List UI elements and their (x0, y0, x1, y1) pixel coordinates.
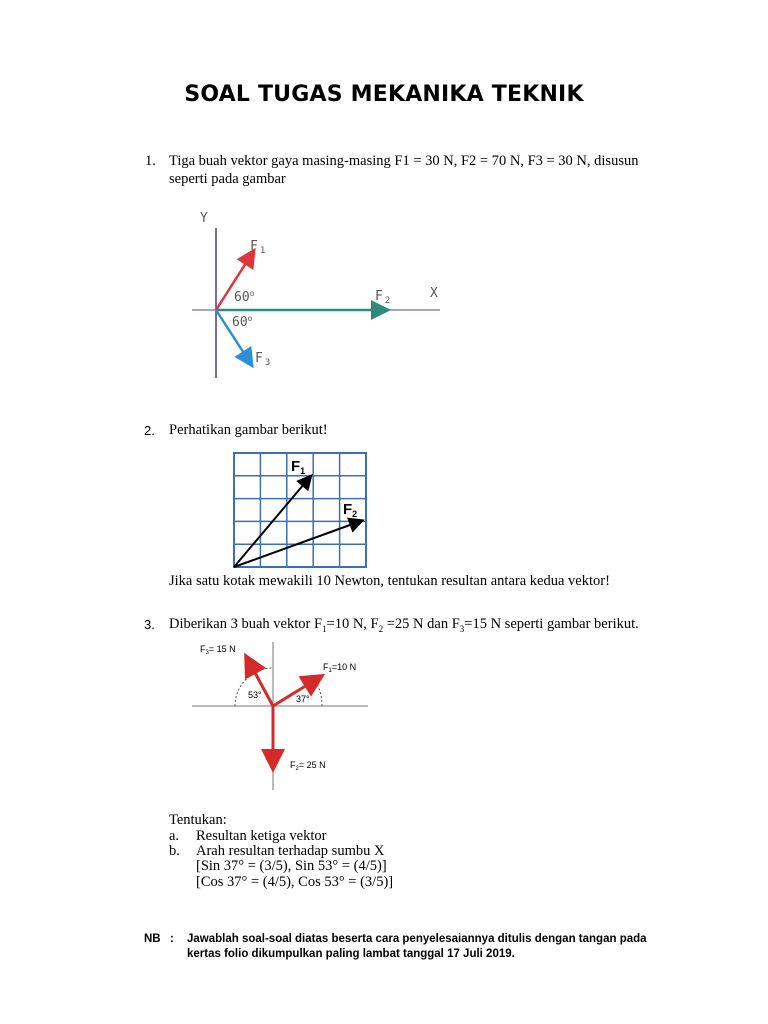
angle-top-label: 60$^o$ (234, 289, 255, 305)
nb-label: NB (144, 933, 161, 945)
q1-vector-diagram (180, 200, 460, 385)
f2-label: F $_2$ (375, 289, 391, 306)
q3-vector-diagram (190, 642, 370, 792)
q3-hint-sin: [Sin 37° = (3/5), Sin 53° = (4/5)] (196, 858, 387, 874)
angle-37-label: 37° (296, 694, 310, 704)
q1-text-line2: seperti pada gambar (169, 171, 286, 187)
q2-f2-label: $F_2$ (343, 501, 358, 519)
q2-f1-label: $F_1$ (291, 458, 306, 476)
q3-tentukan: Tentukan: (169, 812, 227, 828)
q3-f1-label: $F_1=10$ N (323, 662, 357, 674)
page-title: SOAL TUGAS MEKANIKA TEKNIK (184, 82, 584, 107)
q3-hint-cos: [Cos 37° = (4/5), Cos 53° = (3/5)] (196, 874, 394, 890)
q3-b-text: Arah resultan terhadap sumbu X (196, 843, 385, 859)
nb-line2: kertas folio dikumpulkan paling lambat tanggal 17 Juli 2019. (187, 948, 515, 960)
angle-53-label: 53° (248, 690, 262, 700)
q3-a-label: a. (169, 828, 180, 844)
q3-f2-label: $F_2= 25$ N (290, 760, 326, 772)
q2-grid-diagram (233, 452, 367, 568)
q1-text-line1: Tiga buah vektor gaya masing-masing F1 = 30 N, F2 = 70 N, F3 = 30 N, disusun (169, 153, 639, 169)
f1-label: F $_1$ (250, 239, 266, 256)
f3-label: F $_3$ (255, 351, 271, 368)
q3-b-label: b. (169, 843, 180, 859)
q2-text: Perhatikan gambar berikut! (169, 422, 328, 438)
nb-line1: Jawablah soal-soal diatas beserta cara penyelesaiannya ditulis dengan tangan pada (187, 933, 647, 945)
q2-number: 2. (144, 423, 155, 438)
q1-number: 1. (145, 153, 156, 169)
q3-text: Diberikan 3 buah vektor $F_1=10$ N, $F_2 =25$ N dan $F_3=15$ N seperti gambar berikut. (169, 616, 639, 634)
y-axis-label: Y (200, 211, 208, 226)
nb-colon: : (170, 933, 174, 945)
q3-number: 3. (144, 617, 155, 632)
angle-bottom-label: 60$^o$ (232, 314, 253, 330)
x-axis-label: X (430, 286, 438, 301)
q2-text-after: Jika satu kotak mewakili 10 Newton, tentukan resultan antara kedua vektor! (169, 573, 610, 589)
q3-a-text: Resultan ketiga vektor (196, 828, 327, 844)
q3-f3-label: $F_3= 15$ N (200, 644, 236, 656)
